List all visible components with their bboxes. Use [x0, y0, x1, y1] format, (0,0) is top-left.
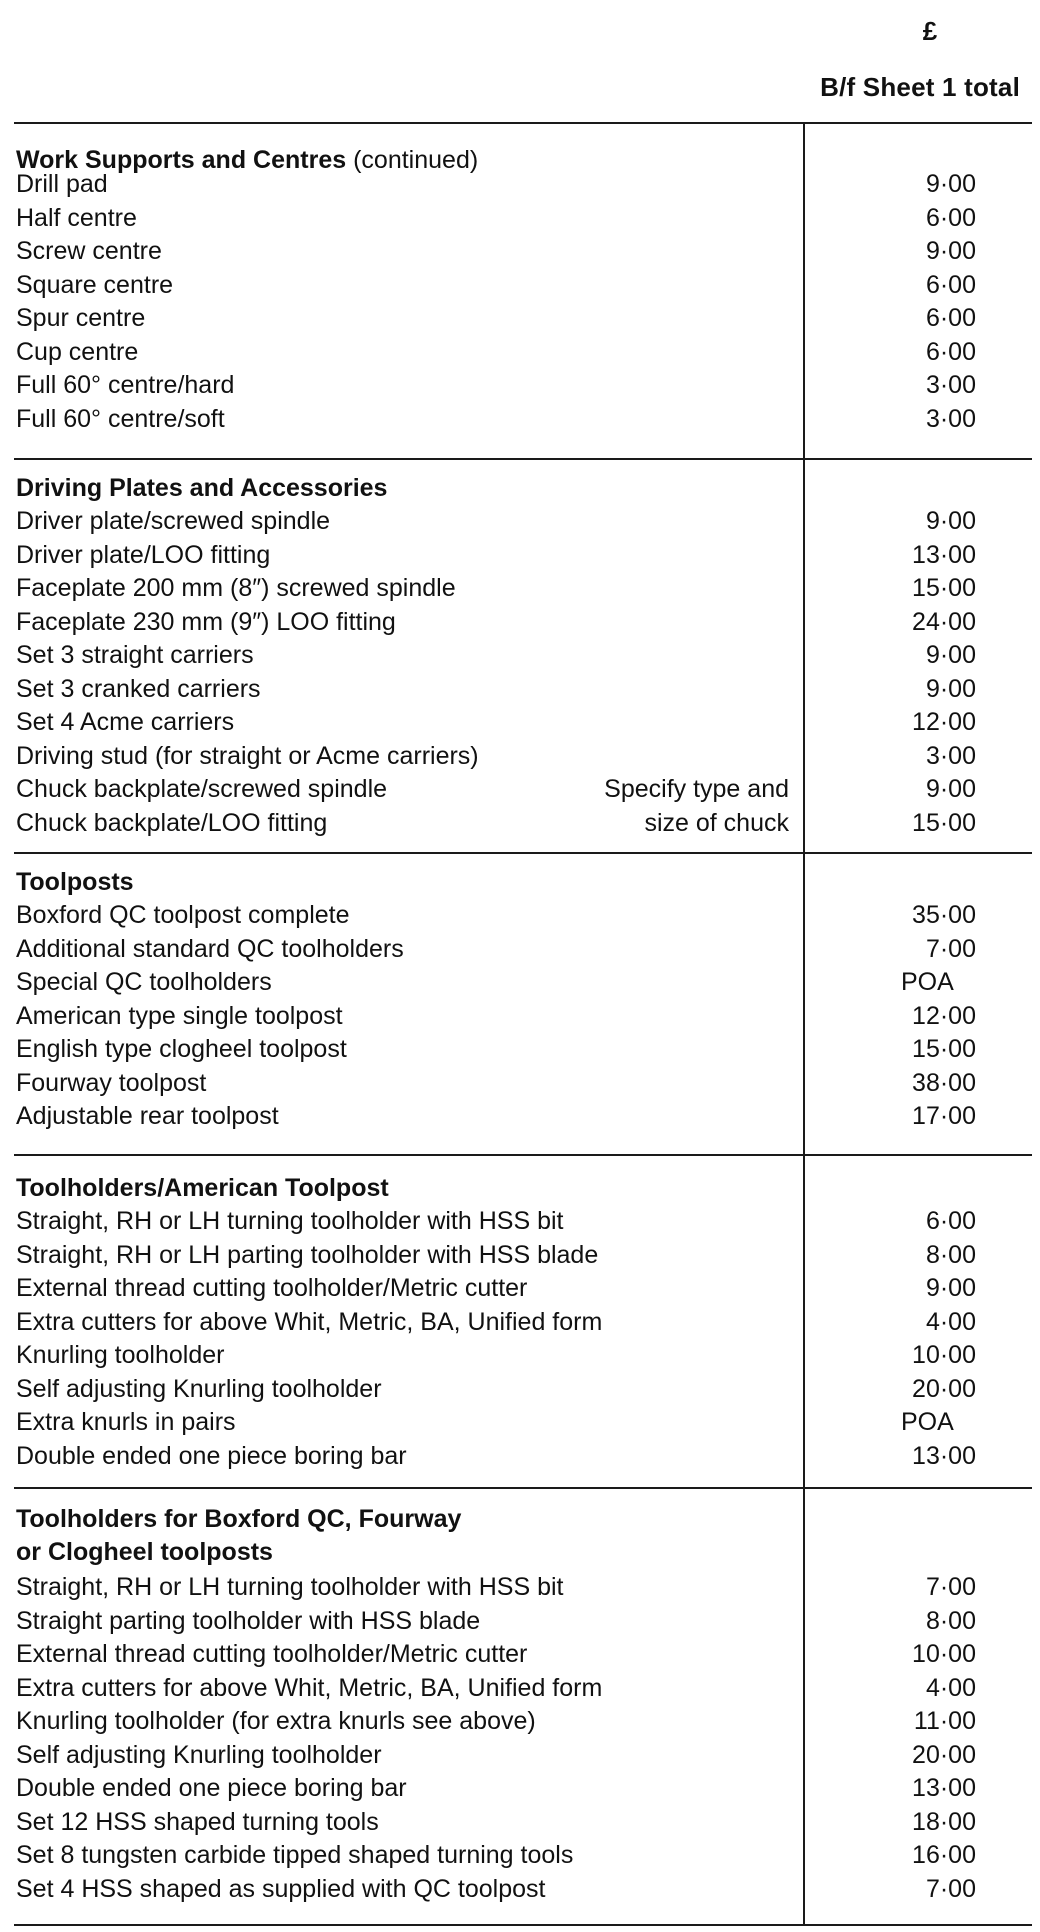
item-price: 15·00 — [912, 1035, 976, 1063]
item-description: Drill pad — [16, 170, 108, 198]
price-row — [14, 740, 1032, 773]
price-row — [14, 1205, 1032, 1238]
section-title — [16, 472, 387, 505]
price-row — [14, 1000, 1032, 1033]
item-price: 15·00 — [912, 574, 976, 602]
item-price: 6·00 — [925, 337, 976, 366]
price-row — [14, 1306, 1032, 1339]
price-row — [14, 1638, 1032, 1671]
item-price: 16·00 — [912, 1841, 976, 1869]
item-description: Chuck backplate/screwed spindle — [16, 775, 388, 803]
price-row — [14, 168, 1032, 201]
section-title-text: Toolholders for Boxford QC, Fourway — [16, 1505, 462, 1533]
item-description: Special QC toolholders — [16, 968, 272, 996]
price-row — [14, 1739, 1032, 1772]
price-row — [14, 369, 1032, 402]
item-description: Faceplate 230 mm (9″) LOO fitting — [16, 607, 396, 636]
item-description: Knurling toolholder (for extra knurls see above) — [16, 1707, 536, 1735]
price-list-table — [14, 122, 1032, 1926]
item-description: Set 12 HSS shaped turning tools — [16, 1807, 379, 1836]
price-row — [14, 1839, 1032, 1872]
price-row — [14, 639, 1032, 672]
item-price: 38·00 — [912, 1068, 976, 1097]
item-description: Straight, RH or LH parting toolholder with HSS blade — [16, 1240, 599, 1269]
section-title-suffix: (continued) — [353, 146, 479, 174]
price-row — [14, 966, 1032, 999]
section-0 — [14, 124, 1032, 458]
item-description: Full 60° centre/hard — [16, 371, 235, 399]
item-price: 9·00 — [925, 170, 976, 198]
item-description: Boxford QC toolpost complete — [16, 901, 350, 929]
section-title-line2: or Clogheel toolposts — [16, 1538, 273, 1566]
price-row — [14, 1100, 1032, 1133]
item-price: 6·00 — [925, 1207, 976, 1235]
item-price: 9·00 — [925, 775, 976, 803]
item-price: 20·00 — [912, 1374, 976, 1403]
price-row — [14, 269, 1032, 302]
price-row — [14, 1339, 1032, 1372]
section-title — [16, 1172, 389, 1205]
price-row — [14, 1033, 1032, 1066]
item-price: 9·00 — [925, 237, 976, 265]
price-row — [14, 1067, 1032, 1100]
price-row — [14, 1239, 1032, 1272]
item-description: Driver plate/screwed spindle — [16, 507, 331, 535]
item-description: Driving stud (for straight or Acme carriers) — [16, 741, 479, 770]
item-price: 18·00 — [912, 1807, 976, 1836]
item-price: POA — [901, 1408, 954, 1436]
chuck-specification-note: size of chuck — [644, 808, 789, 837]
price-row — [14, 1605, 1032, 1638]
price-row — [14, 899, 1032, 932]
section-title-text: Work Supports and Centres — [16, 146, 347, 174]
item-description: Chuck backplate/LOO fitting — [16, 808, 328, 837]
price-row — [14, 202, 1032, 235]
item-description: Full 60° centre/soft — [16, 404, 225, 433]
price-row — [14, 606, 1032, 639]
item-price: 7·00 — [925, 1573, 976, 1601]
price-row — [14, 1406, 1032, 1439]
item-price: 4·00 — [925, 1307, 976, 1336]
price-row — [14, 1440, 1032, 1473]
section-title — [16, 1503, 461, 1569]
item-description: Half centre — [16, 203, 137, 232]
item-price: 6·00 — [925, 304, 976, 332]
currency-symbol: £ — [922, 16, 938, 46]
item-description: Straight, RH or LH turning toolholder with HSS bit — [16, 1573, 564, 1601]
price-row — [14, 505, 1032, 538]
item-price: 3·00 — [925, 404, 976, 433]
item-description: Extra cutters for above Whit, Metric, BA, Unified form — [16, 1307, 603, 1336]
item-price: 11·00 — [913, 1707, 976, 1735]
item-description: Set 4 Acme carriers — [16, 708, 235, 736]
section-title-text: Toolholders/American Toolpost — [16, 1174, 389, 1202]
section-2 — [14, 852, 1032, 1156]
price-row — [14, 1672, 1032, 1705]
item-price: 12·00 — [912, 1001, 976, 1030]
item-description: Set 3 straight carriers — [16, 641, 254, 669]
price-row — [14, 302, 1032, 335]
item-price: 3·00 — [925, 371, 976, 399]
price-row — [14, 706, 1032, 739]
price-row — [14, 933, 1032, 966]
item-price: 24·00 — [912, 607, 976, 636]
section-title — [16, 866, 134, 899]
item-price: 13·00 — [912, 1774, 976, 1802]
section-title-text: Toolposts — [16, 868, 134, 896]
price-row — [14, 336, 1032, 369]
item-price: 20·00 — [912, 1740, 976, 1769]
price-row — [14, 1272, 1032, 1305]
item-price: 7·00 — [925, 934, 976, 963]
item-price: 8·00 — [925, 1606, 976, 1635]
item-price: 6·00 — [925, 203, 976, 232]
item-description: English type clogheel toolpost — [16, 1035, 347, 1063]
item-price: 10·00 — [912, 1341, 976, 1369]
item-price: 3·00 — [925, 741, 976, 770]
item-price: 7·00 — [925, 1874, 976, 1903]
chuck-specification-note: Specify type and — [604, 775, 789, 803]
price-row — [14, 1806, 1032, 1839]
price-row — [14, 673, 1032, 706]
item-description: Set 8 tungsten carbide tipped shaped turning tools — [16, 1841, 574, 1869]
item-description: Self adjusting Knurling toolholder — [16, 1374, 382, 1403]
item-description: Square centre — [16, 270, 174, 299]
item-price: 13·00 — [912, 540, 976, 569]
item-price: 9·00 — [925, 1274, 976, 1302]
item-description: External thread cutting toolholder/Metric cutter — [16, 1274, 528, 1302]
price-row — [14, 1873, 1032, 1906]
item-description: Screw centre — [16, 237, 162, 265]
item-description: Knurling toolholder — [16, 1341, 225, 1369]
item-description: Additional standard QC toolholders — [16, 934, 404, 963]
price-row — [14, 539, 1032, 572]
item-description: Double ended one piece boring bar — [16, 1774, 407, 1802]
item-price: 9·00 — [925, 641, 976, 669]
item-description: Spur centre — [16, 304, 146, 332]
price-row — [14, 1705, 1032, 1738]
item-description: Straight, RH or LH turning toolholder with HSS bit — [16, 1207, 564, 1235]
item-price: 15·00 — [912, 808, 976, 837]
price-row — [14, 1772, 1032, 1805]
item-price: 9·00 — [925, 507, 976, 535]
section-3 — [14, 1154, 1032, 1489]
item-description: External thread cutting toolholder/Metric cutter — [16, 1640, 528, 1668]
item-price: 17·00 — [912, 1102, 976, 1130]
item-description: Adjustable rear toolpost — [16, 1102, 279, 1130]
item-price: 8·00 — [925, 1240, 976, 1269]
item-description: Set 3 cranked carriers — [16, 674, 261, 703]
price-row — [14, 235, 1032, 268]
item-description: Self adjusting Knurling toolholder — [16, 1740, 382, 1769]
section-title-text: Driving Plates and Accessories — [16, 474, 388, 502]
price-row — [14, 403, 1032, 436]
item-description: Extra cutters for above Whit, Metric, BA, Unified form — [16, 1673, 603, 1702]
item-price: 4·00 — [925, 1673, 976, 1702]
item-description: Driver plate/LOO fitting — [16, 540, 271, 569]
price-row — [14, 572, 1032, 605]
item-price: 10·00 — [912, 1640, 976, 1668]
section-4 — [14, 1487, 1032, 1926]
item-price: 9·00 — [925, 674, 976, 703]
item-price: POA — [901, 968, 954, 996]
item-description: Fourway toolpost — [16, 1068, 207, 1097]
item-price: 35·00 — [912, 901, 976, 929]
item-description: Cup centre — [16, 337, 139, 366]
item-description: Double ended one piece boring bar — [16, 1441, 407, 1470]
item-description: American type single toolpost — [16, 1001, 343, 1030]
item-description: Faceplate 200 mm (8″) screwed spindle — [16, 574, 456, 602]
item-description: Extra knurls in pairs — [16, 1408, 236, 1436]
item-price: 13·00 — [912, 1441, 976, 1470]
item-description: Straight parting toolholder with HSS blade — [16, 1606, 481, 1635]
item-description: Set 4 HSS shaped as supplied with QC toolpost — [16, 1874, 546, 1903]
section-1 — [14, 458, 1032, 854]
column-header-sheet-total: B/f Sheet 1 total — [820, 72, 1020, 102]
price-row — [14, 1373, 1032, 1406]
price-row — [14, 1571, 1032, 1604]
item-price: 6·00 — [925, 270, 976, 299]
item-price: 12·00 — [912, 708, 976, 736]
